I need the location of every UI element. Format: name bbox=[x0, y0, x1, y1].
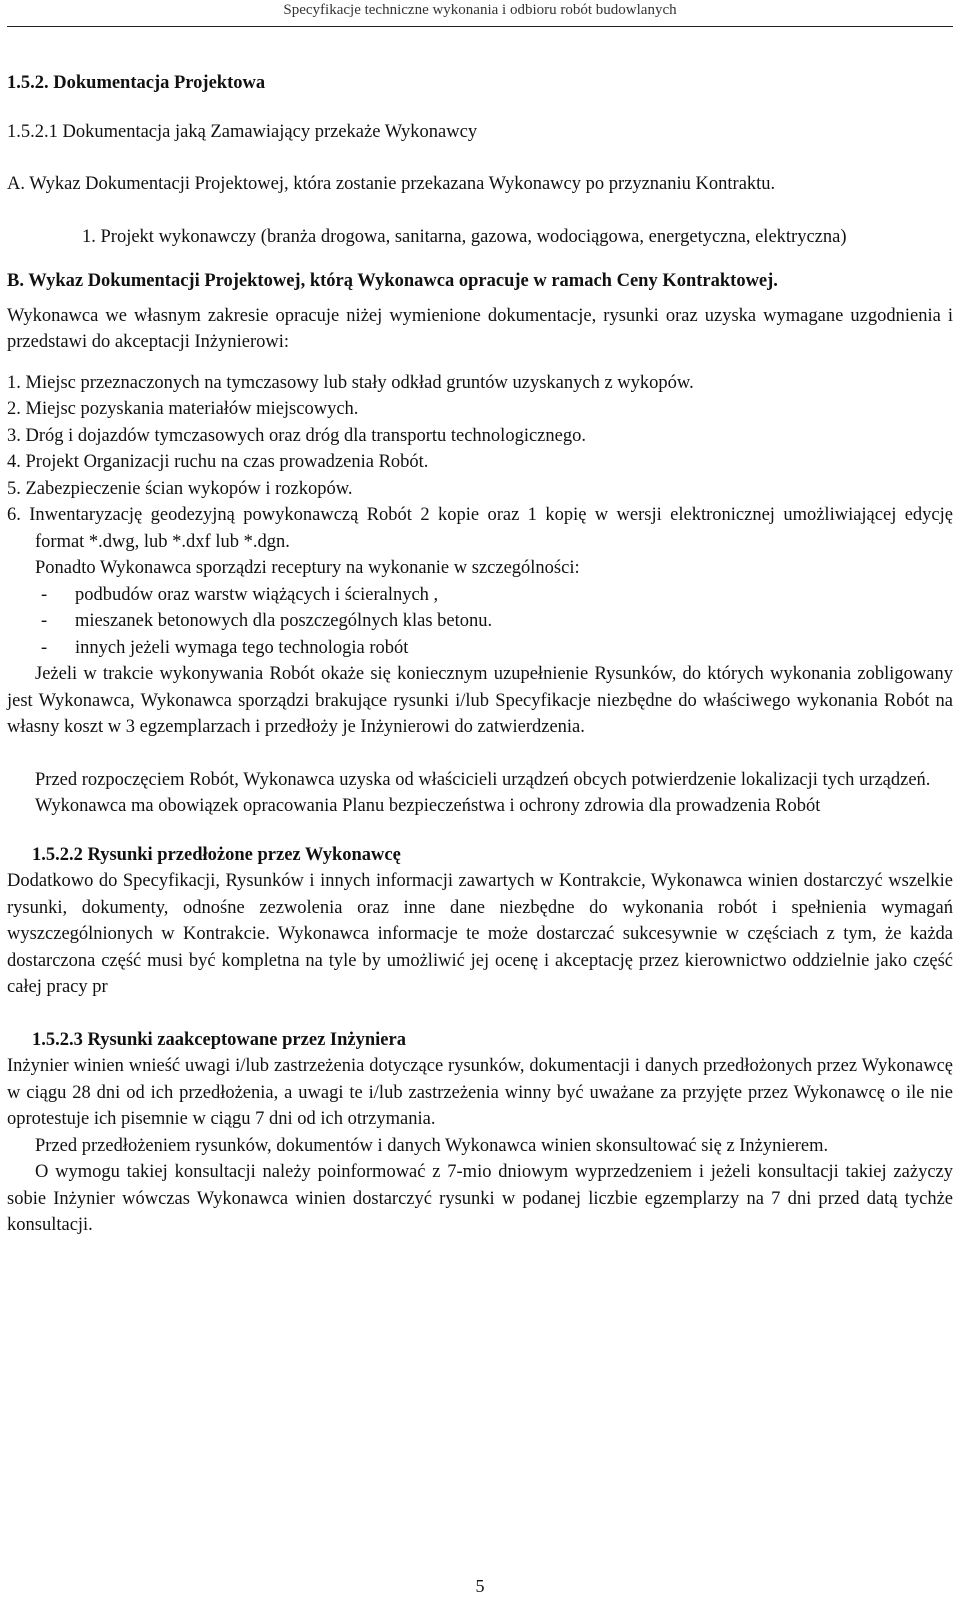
subsection-heading-1-5-2-2: 1.5.2.2 Rysunki przedłożone przez Wykonawcę bbox=[32, 844, 401, 865]
section-heading-1-5-2: 1.5.2. Dokumentacja Projektowa bbox=[7, 73, 266, 93]
part-b-item-1: 1. Miejsc przeznaczonych na tymczasowy lub stały odkład gruntów uzyskanych z wykopów. bbox=[7, 372, 694, 393]
subsection-1-5-2-3-paragraph-1: Inżynier winien wnieść uwagi i/lub zastrzeżenia dotyczące rysunków, dokumentacji i danych przedłożonych przez Wykonawcę w ciągu 28 dni od ich przedłożenia, a uwagi te i/lub zastrzeżenia winny być uważane za przyjęte przez Wykonawcę o ile nie oprotestuje ich pisemnie w ciągu 7 dni od ich otrzymania. bbox=[7, 1056, 953, 1129]
subsection-1-5-2-3-paragraph-2: Przed przedłożeniem rysunków, dokumentów i danych Wykonawca winien skonsultować się z Inżynierem. bbox=[35, 1135, 829, 1156]
recipes-item-2 bbox=[7, 608, 953, 635]
recipes-item-1 bbox=[7, 582, 953, 609]
subsection-heading-1-5-2-3: 1.5.2.3 Rysunki zaakceptowane przez Inżyniera bbox=[32, 1029, 406, 1050]
part-b-item-2: 2. Miejsc pozyskania materiałów miejscowych. bbox=[7, 399, 359, 419]
document-body bbox=[7, 70, 953, 1239]
subsection-1-5-2-2-paragraph: Dodatkowo do Specyfikacji, Rysunków i innych informacji zawartych w Kontrakcie, Wykonawca winien dostarczyć wszelkie rysunki, dokumenty, odnośne zezwolenia oraz inne dane niezbędne do wykonania robót i spełnienia wymagań wyszczególnionych w Kontrakcie. Wykonawca informacje te może dostarczać sukcesywnie w częściach z tym, że każda dostarczona część musi być kompletna na tyle by umożliwić jej ocenę i akceptację przez kierownictwo oddzielnie jako część całej pracy pr bbox=[7, 871, 953, 997]
recipes-item-text: innych jeżeli wymaga tego technologia robót bbox=[75, 637, 409, 658]
part-a-item-number: 1. bbox=[82, 226, 96, 247]
part-a-item-text: Projekt wykonawczy (branża drogowa, sanitarna, gazowa, wodociągowa, energetyczna, elektryczna) bbox=[100, 226, 847, 247]
part-b-item-3: 3. Dróg i dojazdów tymczasowych oraz dróg dla transportu technologicznego. bbox=[7, 425, 586, 446]
subsection-heading-1-5-2-1: 1.5.2.1 Dokumentacja jaką Zamawiający przekaże Wykonawcy bbox=[7, 121, 478, 142]
drawings-paragraph: Jeżeli w trakcie wykonywania Robót okaże się koniecznym uzupełnienie Rysunków, do których wykonania zobligowany jest Wykonawca, Wykonawca sporządzi brakujące rysunki i/lub Specyfikacje niezbędne do właściwego wykonania Robót na własny koszt w 3 egzemplarzach i przedłoży je Inżynierowi do zatwierdzenia. bbox=[7, 664, 953, 737]
recipes-intro: Ponadto Wykonawca sporządzi receptury na wykonanie w szczególności: bbox=[35, 558, 580, 578]
dash-bullet: - bbox=[41, 611, 48, 631]
part-b-item-6: 6. Inwentaryzację geodezyjną powykonawczą Robót 2 kopie oraz 1 kopię w wersji elektronicznej umożliwiającej edycję format *.dwg, lub *.dxf lub *.dgn. bbox=[7, 505, 953, 552]
part-a-heading: A. Wykaz Dokumentacji Projektowej, która zostanie przekazana Wykonawcy po przyznaniu Kontraktu. bbox=[7, 174, 776, 194]
recipes-item-text: podbudów oraz warstw wiążących i ścieralnych , bbox=[75, 584, 439, 605]
safety-paragraph: Wykonawca ma obowiązek opracowania Planu bezpieczeństwa i ochrony zdrowia dla prowadzenia Robót bbox=[35, 796, 821, 816]
part-a-item bbox=[7, 224, 953, 251]
dash-bullet: - bbox=[41, 637, 48, 658]
utilities-paragraph: Przed rozpoczęciem Robót, Wykonawca uzyska od właścicieli urządzeń obcych potwierdzenie lokalizacji tych urządzeń. bbox=[35, 769, 931, 790]
recipes-item-3 bbox=[7, 635, 953, 662]
part-b-intro: Wykonawca we własnym zakresie opracuje niżej wymienione dokumentacje, rysunki oraz uzyska wymagane uzgodnienia i przedstawi do akceptacji Inżynierowi: bbox=[7, 305, 953, 352]
recipes-item-text: mieszanek betonowych dla poszczególnych klas betonu. bbox=[75, 611, 493, 631]
subsection-1-5-2-3-paragraph-3: O wymogu takiej konsultacji należy poinformować z 7-mio dniowym wyprzedzeniem i jeżeli konsultacji takiej zażyczy sobie Inżynier wówczas Wykonawca winien dostarczyć rysunki w podanej liczbie egzemplarzy na 7 dni przed datą tychże konsultacji. bbox=[7, 1162, 953, 1235]
running-header: Specyfikacje techniczne wykonania i odbioru robót budowlanych bbox=[283, 2, 677, 18]
part-b-item-4: 4. Projekt Organizacji ruchu na czas prowadzenia Robót. bbox=[7, 452, 429, 472]
page-number: 5 bbox=[475, 1576, 485, 1596]
part-b-item-5: 5. Zabezpieczenie ścian wykopów i rozkopów. bbox=[7, 478, 353, 499]
header-rule bbox=[7, 26, 953, 27]
part-b-heading: B. Wykaz Dokumentacji Projektowej, którą Wykonawca opracuje w ramach Ceny Kontraktowej. bbox=[7, 271, 778, 291]
dash-bullet: - bbox=[41, 584, 48, 605]
